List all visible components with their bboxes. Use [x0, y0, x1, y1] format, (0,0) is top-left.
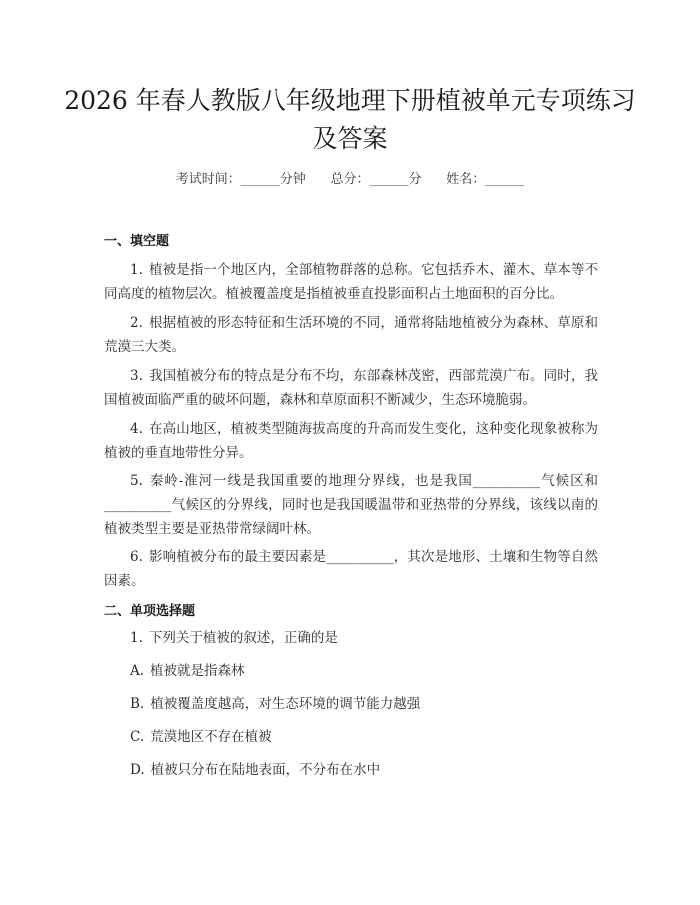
- page-title: 2026 年春人教版八年级地理下册植被单元专项练习及答案: [64, 86, 636, 153]
- item-number: 2.: [130, 315, 143, 331]
- question-number: 1.: [130, 630, 143, 646]
- item-text: 根据植被的形态特征和生活环境的不同，通常将陆地植被分为森林、草原和荒漠三大类。: [104, 315, 598, 355]
- item-number: 5.: [130, 473, 143, 489]
- option-letter: A.: [130, 663, 145, 679]
- fill-blank-item: [104, 545, 598, 593]
- section-heading-single-choice: 二、单项选择题: [104, 604, 196, 619]
- item-text: 影响植被分布的最主要因素是__________，其次是地形、土壤和生物等自然因素。: [104, 549, 598, 589]
- item-text: 我国植被分布的特点是分布不均，东部森林茂密，西部荒漠广布。同时，我国植被面临严重的破坏问题，森林和草原面积不断减少，生态环境脆弱。: [104, 368, 598, 408]
- choice-option-b: [130, 694, 420, 714]
- fill-blank-item: [104, 258, 598, 306]
- fill-blank-item: [104, 469, 598, 541]
- choice-question: [130, 628, 338, 648]
- choice-option-c: [130, 727, 272, 747]
- fill-blank-item: [104, 417, 598, 465]
- section-heading-fill-blank: 一、填空题: [104, 234, 170, 249]
- item-number: 1.: [130, 262, 143, 278]
- fill-blank-item: [104, 311, 598, 359]
- option-letter: B.: [130, 696, 145, 712]
- option-text: 植被就是指森林: [150, 663, 245, 679]
- option-text: 植被只分布在陆地表面，不分布在水中: [150, 762, 381, 778]
- item-number: 3.: [130, 368, 143, 384]
- option-text: 植被覆盖度越高，对生态环境的调节能力越强: [150, 696, 421, 712]
- fill-blank-item: [104, 364, 598, 412]
- choice-option-d: [130, 760, 380, 780]
- option-letter: C.: [130, 729, 145, 745]
- item-number: 4.: [130, 421, 143, 437]
- item-text: 植被是指一个地区内，全部植物群落的总称。它包括乔木、灌木、草本等不同高度的植物层次。植被覆盖度是指植被垂直投影面积占土地面积的百分比。: [104, 262, 598, 302]
- question-text: 下列关于植被的叙述，正确的是: [148, 630, 338, 646]
- option-text: 荒漠地区不存在植被: [150, 729, 272, 745]
- item-text: 在高山地区，植被类型随海拔高度的升高而发生变化，这种变化现象被称为植被的垂直地带性分异。: [104, 421, 598, 461]
- option-letter: D.: [130, 762, 145, 778]
- exam-meta-line: 考试时间：______分钟 总分：______分 姓名：______: [175, 172, 525, 187]
- choice-option-a: [130, 661, 245, 681]
- item-text: 秦岭-淮河一线是我国重要的地理分界线，也是我国__________气候区和__________气候区的分界线，同时也是我国暖温带和亚热带的分界线，该线以南的植被类型主要是亚热带常绿阔叶林。: [104, 473, 598, 537]
- item-number: 6.: [130, 549, 143, 565]
